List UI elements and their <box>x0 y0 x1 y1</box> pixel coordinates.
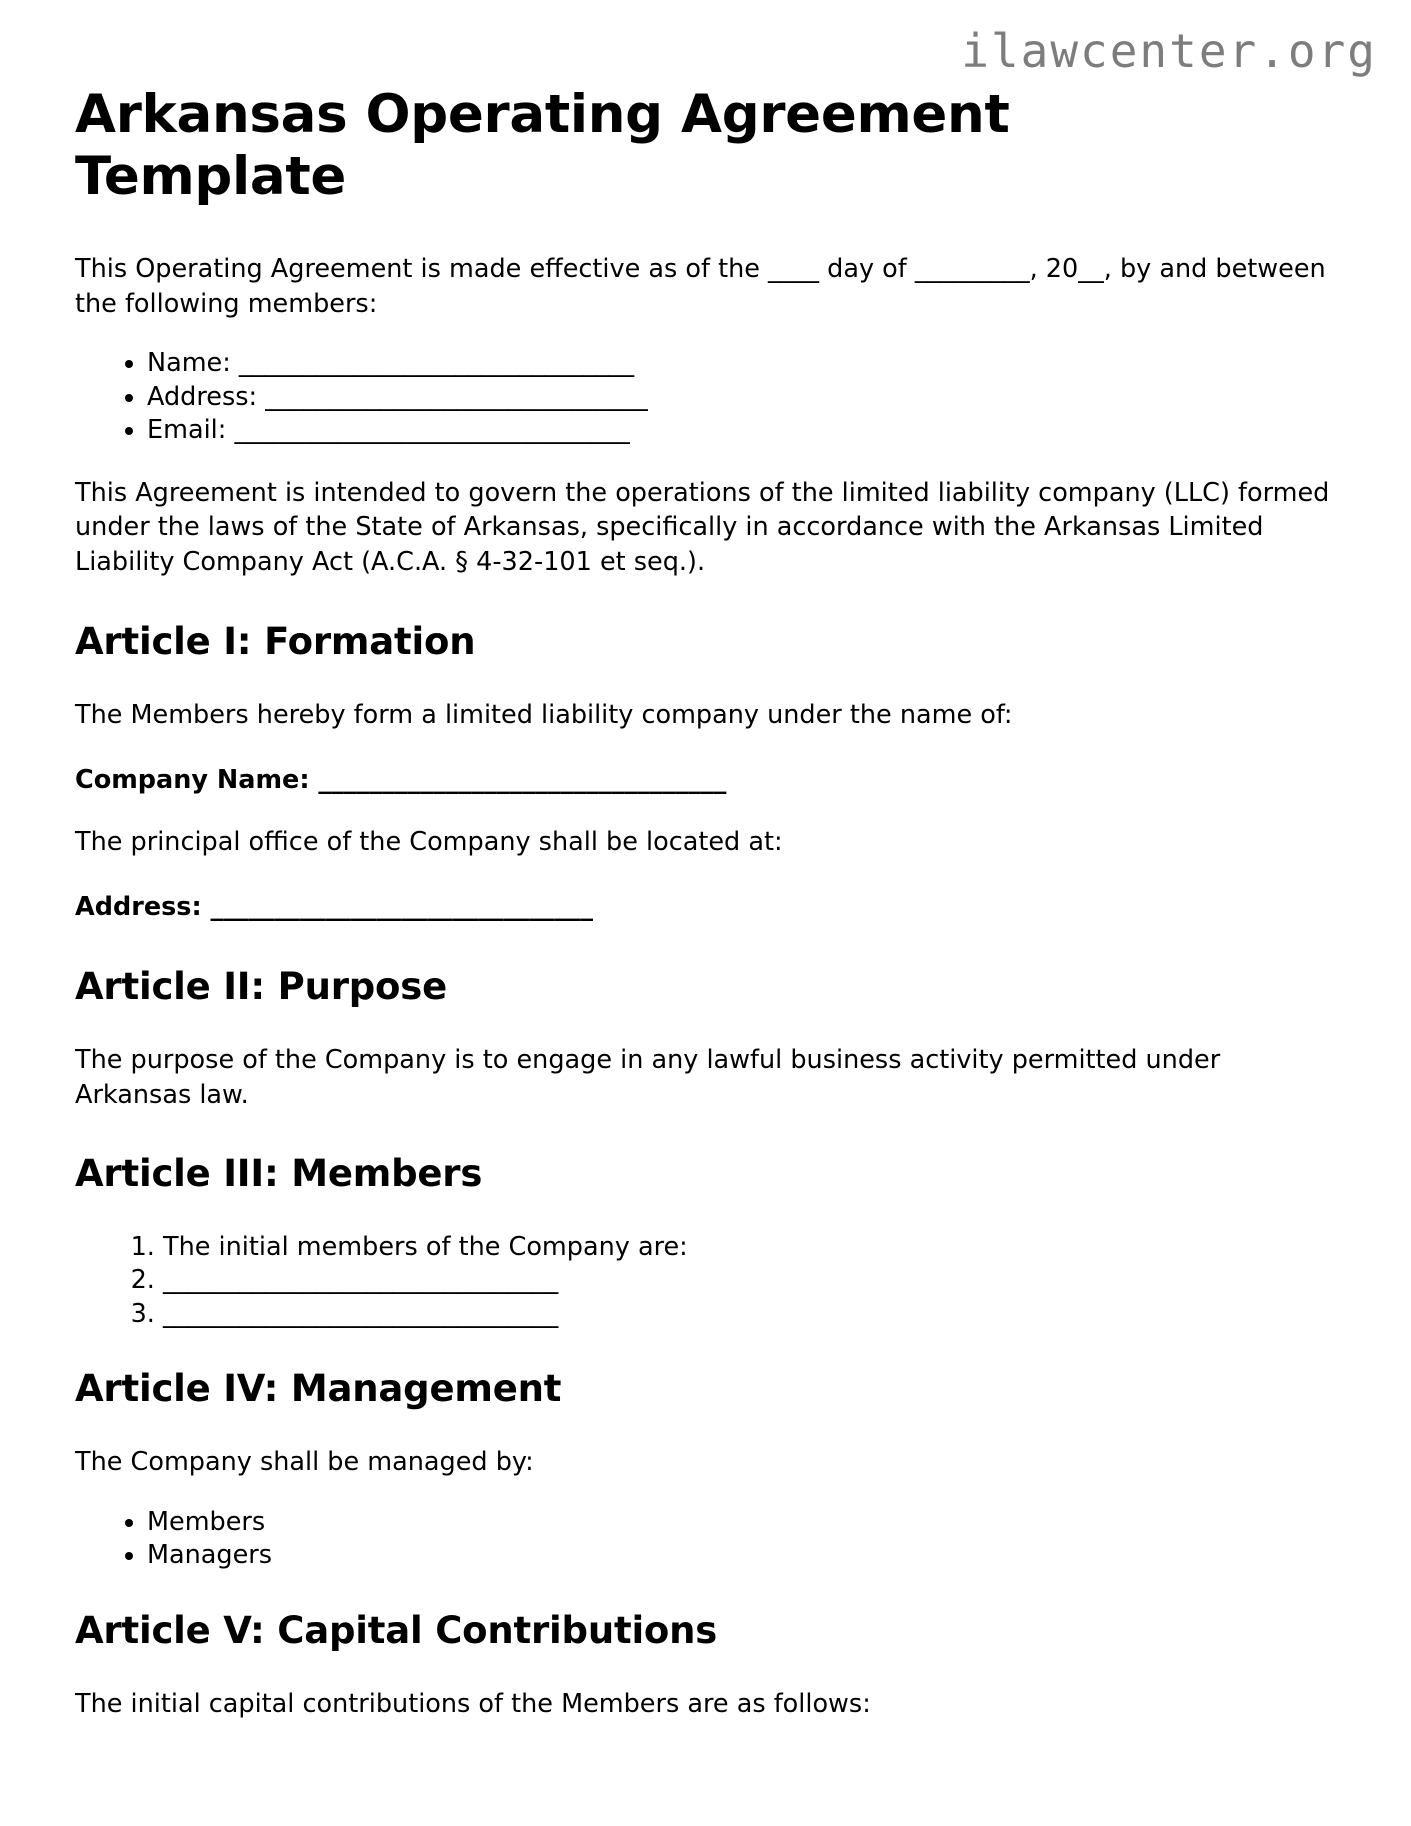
list-item: • Managers <box>147 1539 1335 1572</box>
formation-intro-text: The Members hereby form a limited liability company under the name of: <box>75 699 1013 730</box>
initial-members-list <box>75 1231 1335 1331</box>
article-heading-capital-contributions: Article V: Capital Contributions <box>75 1608 718 1652</box>
site-watermark: ilawcenter.org <box>961 24 1377 78</box>
address-field: Address: ______________________________ <box>75 891 594 922</box>
list-item: • Name: _______________________________ <box>147 347 1335 380</box>
principal-office-text: The principal office of the Company shall be located at: <box>75 827 783 858</box>
list-item: • Address: ______________________________ <box>147 381 1335 414</box>
management-text: The Company shall be managed by: <box>75 1447 534 1478</box>
capital-contributions-text: The initial capital contributions of the Members are as follows: <box>75 1689 871 1720</box>
list-item: • Members <box>147 1506 1335 1539</box>
article-heading-purpose: Article II: Purpose <box>75 964 447 1008</box>
management-options-list <box>75 1506 1335 1573</box>
document-content <box>75 0 1335 1722</box>
article-heading-formation: Article I: Formation <box>75 619 476 663</box>
intro-paragraph: This Operating Agreement is made effective as of the ____ day of _________, 20__, by and between the following members: <box>75 254 1326 319</box>
list-item: 1. The initial members of the Company are: <box>163 1231 1335 1264</box>
governing-law-paragraph: This Agreement is intended to govern the operations of the limited liability company (LLC) formed under the laws of the State of Arkansas, specifically in accordance with the Arkansas Limited Liability Company Act (A.C.A. § 4-32-101 et seq.). <box>75 477 1330 577</box>
list-item: • Email: _______________________________ <box>147 414 1335 447</box>
list-item: 2. _______________________________ <box>163 1264 1335 1297</box>
purpose-text: The purpose of the Company is to engage in any lawful business activity permitted under Arkansas law. <box>75 1045 1221 1110</box>
article-heading-members: Article III: Members <box>75 1152 483 1196</box>
page-title: Arkansas Operating Agreement Template <box>75 84 1010 207</box>
list-item: 3. _______________________________ <box>163 1298 1335 1331</box>
member-fields-list <box>75 347 1335 447</box>
company-name-field: Company Name: ________________________________ <box>75 764 727 795</box>
article-heading-management: Article IV: Management <box>75 1366 562 1410</box>
